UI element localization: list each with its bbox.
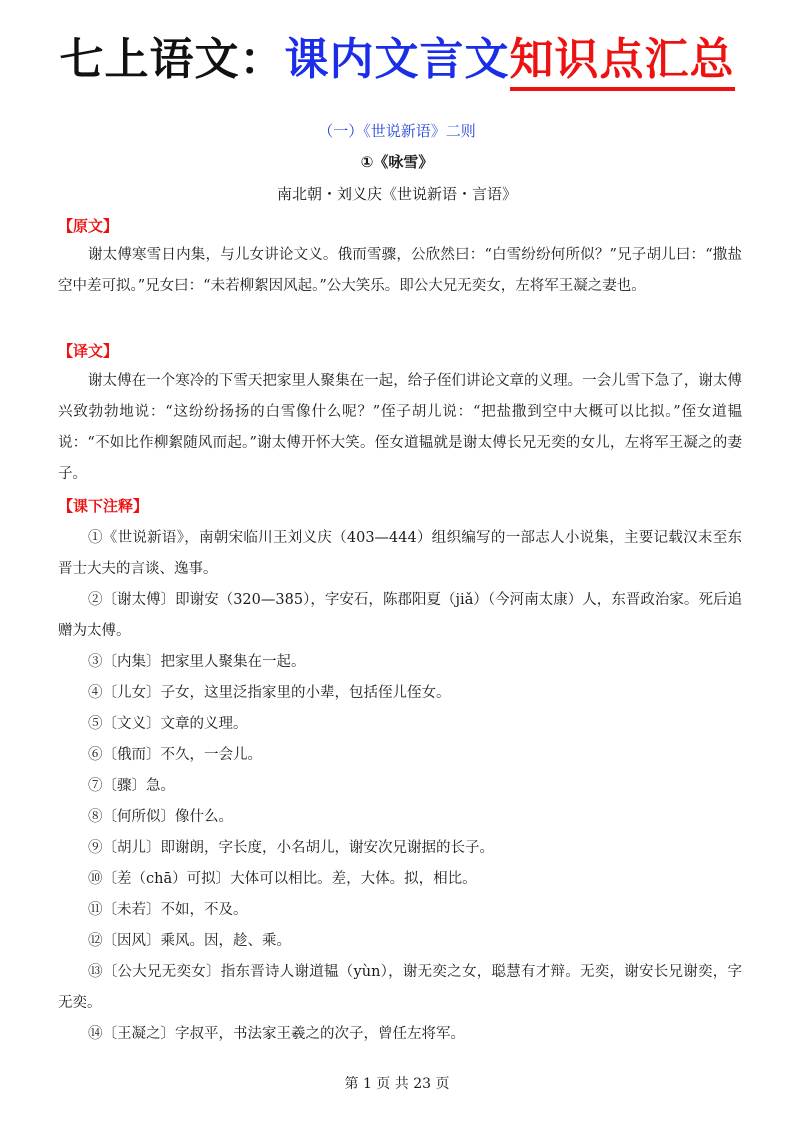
title-part-subject: 七上语文： — [59, 34, 285, 85]
note-item: ⑩〔差（chā）可拟〕大体可以相比。差，大体。拟，相比。 — [88, 871, 477, 887]
title-part-summary: 知识点汇总 — [510, 34, 735, 91]
poem-title: ①《咏雪》 — [360, 153, 434, 171]
note-item: ①《世说新语》，南朝宋临川王刘义庆（403—444）组织编写的一部志人小说集，主要记载汉末至东晋士大夫的言谈、逸事。 — [58, 530, 742, 577]
page-title — [0, 30, 794, 90]
section-title: （一）《世说新语》二则 — [318, 122, 476, 140]
note-item: ⑫〔因风〕乘风。因，趁、乘。 — [88, 933, 291, 949]
note-item: ⑨〔胡儿〕即谢朗，字长度，小名胡儿，谢安次兄谢据的长子。 — [88, 840, 494, 856]
translation-label: 【译文】 — [58, 342, 119, 360]
note-item: ④〔儿女〕子女，这里泛指家里的小辈，包括侄儿侄女。 — [88, 685, 451, 701]
source-citation: 南北朝・刘义庆《世说新语・言语》 — [276, 185, 517, 203]
note-item: ⑧〔何所似〕像什么。 — [88, 809, 233, 825]
title-part-topic: 课内文言文 — [284, 34, 510, 85]
translation-text: 谢太傅在一个寒冷的下雪天把家里人聚集在一起，给子侄们讲论文章的义理。一会儿雪下急了，谢太傅兴致勃勃地说：“这纷纷扬扬的白雪像什么呢？”侄子胡儿说：“把盐撒到空中大概可以比拟。”侄女道韫说：“不如比作柳絮随风而起。”谢太傅开怀大笑。侄女道韫就是谢太傅长兄无奕的女儿，左将军王凝之的妻子。 — [58, 373, 742, 482]
original-label: 【原文】 — [58, 217, 119, 235]
page-footer: 第 1 页 共 23 页 — [344, 1076, 450, 1092]
note-item: ③〔内集〕把家里人聚集在一起。 — [88, 654, 306, 670]
notes-label: 【课下注释】 — [58, 497, 149, 515]
note-item: ⑤〔文义〕文章的义理。 — [88, 716, 248, 732]
original-text: 谢太傅寒雪日内集，与儿女讲论文义。俄而雪骤，公欣然曰：“白雪纷纷何所似？”兄子胡儿曰：“撒盐空中差可拟。”兄女曰：“未若柳絮因风起。”公大笑乐。即公大兄无奕女，左将军王凝之妻也。 — [58, 247, 742, 294]
note-item: ⑭〔王凝之〕字叔平，书法家王羲之的次子，曾任左将军。 — [88, 1026, 465, 1042]
note-item: ⑦〔骤〕急。 — [88, 778, 175, 794]
note-item: ⑥〔俄而〕不久，一会儿。 — [88, 747, 262, 763]
note-item: ⑬〔公大兄无奕女〕指东晋诗人谢道韫（yùn），谢无奕之女，聪慧有才辩。无奕，谢安长兄谢奕，字无奕。 — [58, 964, 742, 1011]
note-item: ⑪〔未若〕不如，不及。 — [88, 902, 248, 918]
notes-list — [58, 523, 742, 1050]
note-item: ②〔谢太傅〕即谢安（320—385），字安石，陈郡阳夏（jiǎ）（今河南太康）人，东晋政治家。死后追赠为太傅。 — [58, 592, 742, 639]
